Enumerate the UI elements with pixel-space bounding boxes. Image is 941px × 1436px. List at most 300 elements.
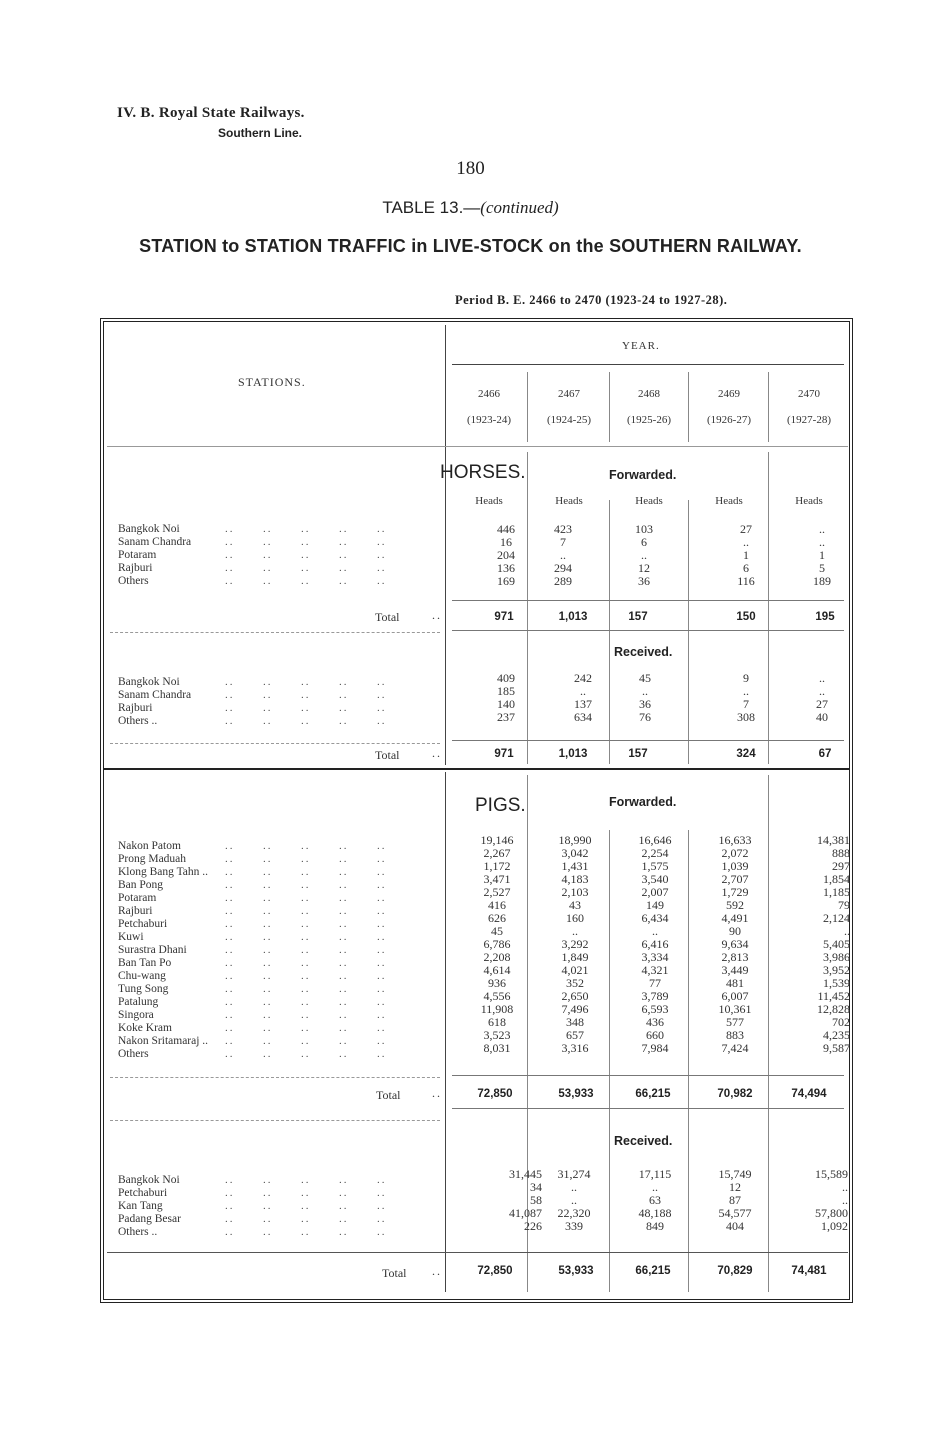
table-cell: 1,849 <box>561 950 589 964</box>
leader-dot-row: .. .. .. .. .. <box>225 892 387 904</box>
total-value: 67 <box>818 748 832 760</box>
station-name: Koke Kram <box>118 1022 172 1034</box>
table-cell: 3,952 <box>823 963 850 977</box>
table-cell: 79 <box>838 898 850 912</box>
total-value: 971 <box>494 748 514 760</box>
leader-dot-row: .. .. .. .. .. <box>225 931 387 943</box>
value-column <box>786 672 858 724</box>
total-value: 72,850 <box>477 1088 513 1100</box>
table-cell: 36 <box>639 697 651 711</box>
table-cell: 40 <box>816 710 828 724</box>
leader-dot-row: .. .. .. .. .. <box>225 1226 387 1238</box>
table-cell: .. <box>819 671 825 685</box>
station-name: Petchaburi <box>118 918 168 930</box>
table-cell: 5 <box>819 561 825 575</box>
leader-dot-row: .. .. .. .. .. <box>225 1213 387 1225</box>
station-name: Prong Maduah <box>118 853 187 865</box>
table-cell: 6 <box>743 561 749 575</box>
total-value: 150 <box>736 611 756 623</box>
table-cell: 48,188 <box>638 1206 672 1220</box>
table-cell: 19,146 <box>480 833 514 847</box>
table-cell: 3,986 <box>823 950 850 964</box>
table-cell: 4,235 <box>823 1028 850 1042</box>
table-cell: .. <box>571 1193 577 1207</box>
leader-dot-row: .. .. .. .. .. <box>225 970 387 982</box>
total-label: Total <box>376 1088 401 1102</box>
station-name: Kan Tang <box>118 1200 163 1212</box>
table-cell: 140 <box>497 697 515 711</box>
table-cell: 7,424 <box>721 1041 749 1055</box>
table-title: STATION to STATION TRAFFIC in LIVE-STOCK on the SOUTHERN RAILWAY. <box>139 236 802 256</box>
table-cell: 18,990 <box>558 833 592 847</box>
station-name: Rajburi <box>118 702 153 714</box>
leader-dot-row: .. .. .. .. .. <box>225 996 387 1008</box>
leader-dot-row: .. .. .. .. .. <box>225 689 387 701</box>
table-cell: 339 <box>565 1219 583 1233</box>
station-name: Surastra Dhani <box>118 944 187 956</box>
table-cell: 27 <box>740 522 752 536</box>
table-cell: 11,908 <box>480 1002 514 1016</box>
table-cell: 226 <box>524 1219 542 1233</box>
table-cell: 3,449 <box>721 963 749 977</box>
period-note: Period B. E. 2466 to 2470 (1923-24 to 1927-28). <box>455 293 728 307</box>
table-cell: .. <box>743 684 749 698</box>
table-cell: 2,267 <box>483 846 511 860</box>
table-cell: 888 <box>832 846 850 860</box>
leader-dot-row: .. .. .. .. .. <box>225 840 387 852</box>
table-cell: 14,381 <box>817 833 850 847</box>
heads-label: Heads <box>555 495 583 507</box>
table-cell: 3,042 <box>561 846 589 860</box>
table-cell: 1,539 <box>823 976 850 990</box>
year-label: 2467 <box>558 388 580 400</box>
table-cell: .. <box>652 924 658 938</box>
leader-dot-row: .. .. .. .. .. <box>225 944 387 956</box>
leader-dots <box>225 840 387 1061</box>
table-cell: 16 <box>500 535 512 549</box>
table-cell: 1,729 <box>721 885 749 899</box>
station-name: Nakon Patom <box>118 840 181 852</box>
leader-dot-row: .. .. .. .. .. <box>225 1200 387 1212</box>
leader-dot-row: .. .. .. .. .. <box>225 905 387 917</box>
leader-dot-row: .. .. .. .. .. <box>225 1035 387 1047</box>
table-cell: 352 <box>566 976 584 990</box>
total-value: 157 <box>628 611 648 623</box>
table-cell: 308 <box>737 710 755 724</box>
table-cell: 76 <box>639 710 651 724</box>
station-name: Others .. <box>118 1226 158 1238</box>
leader-dots <box>225 523 387 588</box>
table-cell: 15,749 <box>718 1167 752 1181</box>
total-value: 66,215 <box>635 1265 671 1277</box>
table-cell: 10,361 <box>718 1002 752 1016</box>
total-value: 157 <box>628 748 648 760</box>
table-cell: 4,556 <box>483 989 511 1003</box>
station-list <box>118 840 208 1061</box>
table-cell: 90 <box>729 924 741 938</box>
table-cell: 22,320 <box>557 1206 591 1220</box>
table-cell: 160 <box>566 911 584 925</box>
year-label: 2470 <box>798 388 820 400</box>
heads-label: Heads <box>475 495 503 507</box>
table-cell: .. <box>844 924 850 938</box>
table-cell: 3,316 <box>561 1041 589 1055</box>
station-name: Kuwi <box>118 931 144 943</box>
leader-dot-row: .. .. .. .. .. <box>225 1187 387 1199</box>
table-cell: 409 <box>497 671 515 685</box>
table-cell: 12,828 <box>817 1002 850 1016</box>
value-column <box>690 1168 780 1233</box>
table-cell: 423 <box>554 522 572 536</box>
table-cell: 7,496 <box>561 1002 589 1016</box>
station-list <box>118 1174 181 1239</box>
table-cell: 3,471 <box>483 872 511 886</box>
table-cell: 2,124 <box>823 911 850 925</box>
leader-dot-row: .. .. .. .. .. <box>225 549 387 561</box>
value-column <box>452 834 542 1055</box>
year-header: YEAR. <box>622 340 660 352</box>
station-name: Sanam Chandra <box>118 689 192 701</box>
table-cell: .. <box>572 924 578 938</box>
station-name: Bangkok Noi <box>118 676 180 688</box>
table-cell: 45 <box>491 924 503 938</box>
value-column <box>530 1168 618 1233</box>
leader-dot-row: .. .. .. .. .. <box>225 879 387 891</box>
leader-dot-row: .. .. .. .. .. <box>225 702 387 714</box>
table-cell: 849 <box>646 1219 664 1233</box>
leader-dot-row: .. .. .. .. .. <box>225 536 387 548</box>
table-cell: 936 <box>488 976 506 990</box>
table-cell: 1 <box>743 548 749 562</box>
heads-label: Heads <box>795 495 823 507</box>
table-cell: 2,208 <box>483 950 511 964</box>
total-value: 1,013 <box>558 611 588 623</box>
leader-dot-row: .. .. .. .. .. <box>225 853 387 865</box>
table-cell: 9,634 <box>721 937 749 951</box>
table-cell: 1,431 <box>561 859 589 873</box>
table-cell: 2,527 <box>483 885 511 899</box>
year-label: 2466 <box>478 388 500 400</box>
table-cell: 446 <box>497 522 515 536</box>
station-name: Padang Besar <box>118 1213 181 1225</box>
leader-dot-row: .. .. .. .. .. <box>225 575 387 587</box>
table-cell: 404 <box>726 1219 744 1233</box>
table-cell: .. <box>641 548 647 562</box>
table-cell: 34 <box>530 1180 542 1194</box>
table-cell: 634 <box>574 710 592 724</box>
station-name: Potaram <box>118 892 157 904</box>
table-cell: 4,183 <box>561 872 589 886</box>
station-list <box>118 676 191 728</box>
year-ce-label: (1923-24) <box>467 414 511 426</box>
total-value: 195 <box>815 611 835 623</box>
table-cell: 416 <box>488 898 506 912</box>
table-cell: 63 <box>649 1193 661 1207</box>
table-cell: 1,575 <box>641 859 669 873</box>
table-cell: 36 <box>638 574 650 588</box>
table-cell: 2,650 <box>561 989 589 1003</box>
leader-dot-row: .. .. .. .. .. <box>225 957 387 969</box>
table-cell: 481 <box>726 976 744 990</box>
total-value: 72,850 <box>477 1265 513 1277</box>
year-ce-label: (1927-28) <box>787 414 831 426</box>
table-cell: 17,115 <box>638 1167 672 1181</box>
leader-dots <box>225 676 387 728</box>
table-cell: 618 <box>488 1015 506 1029</box>
station-name: Rajburi <box>118 562 153 574</box>
year-ce-label: (1924-25) <box>547 414 591 426</box>
table-cell: 136 <box>497 561 515 575</box>
total-value: 66,215 <box>635 1088 671 1100</box>
table-cell: 169 <box>497 574 515 588</box>
table-cell: 2,254 <box>641 846 669 860</box>
value-column <box>690 834 780 1055</box>
station-name: Others <box>118 1048 149 1060</box>
table-cell: 7,984 <box>641 1041 669 1055</box>
year-ce-label: (1925-26) <box>627 414 671 426</box>
table-cell: 6 <box>641 535 647 549</box>
year-ce-label: (1926-27) <box>707 414 751 426</box>
table-cell: 11,452 <box>817 989 850 1003</box>
value-column <box>530 834 620 1055</box>
table-cell: 16,633 <box>718 833 752 847</box>
leader-dot-row: .. .. .. .. .. <box>225 562 387 574</box>
total-value: 53,933 <box>558 1088 594 1100</box>
table-cell: 4,021 <box>561 963 589 977</box>
leader-dot-row: .. .. .. .. .. <box>225 715 387 727</box>
header-rule <box>107 446 848 447</box>
table-cell: 4,491 <box>721 911 749 925</box>
total-value: 74,494 <box>791 1088 827 1100</box>
pigs-received-label: Received. <box>614 1134 673 1148</box>
table-cell: 43 <box>569 898 581 912</box>
pigs-title: PIGS. <box>475 795 526 816</box>
table-cell: 1,854 <box>823 872 850 886</box>
table-cell: 9 <box>743 671 749 685</box>
leader-dot-row: .. .. .. .. .. <box>225 1009 387 1021</box>
table-cell: 9,587 <box>823 1041 850 1055</box>
table-cell: 87 <box>729 1193 741 1207</box>
table-cell: 57,800 <box>815 1206 848 1220</box>
stations-header: STATIONS. <box>238 375 306 389</box>
value-column <box>770 1168 848 1233</box>
value-column <box>786 523 858 588</box>
horses-title: HORSES. <box>440 462 526 483</box>
value-column <box>770 834 850 1055</box>
table-cell: 242 <box>574 671 592 685</box>
table-cell: 54,577 <box>718 1206 752 1220</box>
table-cell: 185 <box>497 684 515 698</box>
station-name: Tung Song <box>118 983 169 995</box>
total-value: 74,481 <box>791 1265 827 1277</box>
table-cell: 58 <box>530 1193 542 1207</box>
table-cell: .. <box>819 684 825 698</box>
value-column <box>598 523 690 588</box>
table-cell: 204 <box>497 548 515 562</box>
station-name: Ban Tan Po <box>118 957 172 969</box>
station-name: Sanam Chandra <box>118 536 192 548</box>
total-value: 53,933 <box>558 1265 594 1277</box>
station-divider <box>445 772 446 1292</box>
value-column <box>610 1168 700 1233</box>
table-cell: 2,103 <box>561 885 589 899</box>
table-cell: 3,334 <box>641 950 669 964</box>
table-cell: 149 <box>646 898 664 912</box>
leader-dot-row: .. .. .. .. .. <box>225 918 387 930</box>
total-value: 70,982 <box>717 1088 753 1100</box>
table-cell: .. <box>842 1193 848 1207</box>
station-name: Rajburi <box>118 905 153 917</box>
table-cell: 6,434 <box>641 911 669 925</box>
station-name: Bangkok Noi <box>118 523 180 535</box>
table-cell: .. <box>842 1180 848 1194</box>
table-cell: 27 <box>816 697 828 711</box>
table-cell: 103 <box>635 522 653 536</box>
table-cell: 8,031 <box>483 1041 511 1055</box>
table-cell: 1,039 <box>721 859 749 873</box>
page-number: 180 <box>456 158 485 179</box>
table-cell: 6,007 <box>721 989 749 1003</box>
table-cell: 16,646 <box>638 833 672 847</box>
total-value: 324 <box>736 748 756 760</box>
leader-dot-row: .. .. .. .. .. <box>225 983 387 995</box>
line-heading: Southern Line. <box>218 126 302 140</box>
value-column <box>452 1168 542 1233</box>
table-cell: 41,087 <box>509 1206 542 1220</box>
table-cell: 577 <box>726 1015 744 1029</box>
table-cell: 1,172 <box>483 859 511 873</box>
leader-dot-row: .. .. .. .. .. <box>225 1022 387 1034</box>
total-label: Total <box>382 1266 407 1280</box>
table-cell: 702 <box>832 1015 850 1029</box>
station-name: Others <box>118 575 149 587</box>
value-column <box>610 834 700 1055</box>
table-cell: 2,813 <box>721 950 749 964</box>
leader-dot-row: .. .. .. .. .. <box>225 866 387 878</box>
leader-dot-row: .. .. .. .. .. <box>225 1048 387 1060</box>
table-cell: .. <box>819 535 825 549</box>
table-cell: 2,007 <box>641 885 669 899</box>
section-separator <box>103 768 850 770</box>
table-cell: 5,405 <box>823 937 850 951</box>
total-value: 70,829 <box>717 1265 753 1277</box>
pigs-forwarded-label: Forwarded. <box>609 795 677 809</box>
leader-dot-row: .. .. .. .. .. <box>225 676 387 688</box>
station-name: Bangkok Noi <box>118 1174 180 1186</box>
station-name: Patalung <box>118 996 159 1008</box>
station-name: Klong Bang Tahn .. <box>118 866 209 878</box>
table-cell: 7 <box>743 697 749 711</box>
table-cell: 348 <box>566 1015 584 1029</box>
table-cell: .. <box>580 684 586 698</box>
table-cell: .. <box>642 684 648 698</box>
table-cell: 2,072 <box>721 846 749 860</box>
table-cell: 626 <box>488 911 506 925</box>
station-list <box>118 523 191 588</box>
table-cell: 12 <box>729 1180 741 1194</box>
horses-forwarded-label: Forwarded. <box>609 468 677 482</box>
table-cell: 1 <box>819 548 825 562</box>
table-cell: 15,589 <box>815 1167 848 1181</box>
table-cell: 6,416 <box>641 937 669 951</box>
section-heading: IV. B. Royal State Railways. <box>117 105 305 121</box>
table-number <box>0 198 941 218</box>
table-cell: 436 <box>646 1015 664 1029</box>
table-cell: 137 <box>574 697 592 711</box>
table-cell: 2,707 <box>721 872 749 886</box>
leader-dots <box>225 1174 387 1239</box>
table-cell: 3,523 <box>483 1028 511 1042</box>
year-rule <box>452 364 844 365</box>
table-cell: 592 <box>726 898 744 912</box>
table-cell: 1,185 <box>823 885 850 899</box>
table-cell: 12 <box>638 561 650 575</box>
heads-label: Heads <box>635 495 663 507</box>
station-name: Singora <box>118 1009 154 1021</box>
table-cell: 1,092 <box>821 1219 848 1233</box>
table-cell: 45 <box>639 671 651 685</box>
value-column <box>706 672 786 724</box>
leader-dot-row: .. .. .. .. .. <box>225 523 387 535</box>
table-suffix: (continued) <box>480 198 559 217</box>
station-name: Ban Pong <box>118 879 164 891</box>
total-value: 1,013 <box>558 748 588 760</box>
table-cell: 289 <box>554 574 572 588</box>
station-name: Chu-wang <box>118 970 166 982</box>
table-cell: 3,292 <box>561 937 589 951</box>
table-cell: .. <box>743 535 749 549</box>
station-name: Petchaburi <box>118 1187 168 1199</box>
table-prefix: TABLE 13.— <box>382 198 481 217</box>
table-cell: .. <box>819 522 825 536</box>
year-label: 2468 <box>638 388 660 400</box>
station-name: Others .. <box>118 715 158 727</box>
total-label: Total <box>375 610 400 624</box>
table-cell: 3,540 <box>641 872 669 886</box>
table-cell: 189 <box>813 574 831 588</box>
table-cell: .. <box>571 1180 577 1194</box>
station-divider <box>445 325 446 765</box>
table-cell: .. <box>560 548 566 562</box>
horses-received-label: Received. <box>614 645 673 659</box>
station-name: Potaram <box>118 549 157 561</box>
table-cell: 6,593 <box>641 1002 669 1016</box>
table-cell: 7 <box>560 535 566 549</box>
year-label: 2469 <box>718 388 740 400</box>
table-cell: 660 <box>646 1028 664 1042</box>
table-cell: 294 <box>554 561 572 575</box>
station-name: Nakon Sritamaraj .. <box>118 1035 209 1047</box>
table-cell: 4,614 <box>483 963 511 977</box>
table-cell: 657 <box>566 1028 584 1042</box>
table-cell: 6,786 <box>483 937 511 951</box>
table-cell: 237 <box>497 710 515 724</box>
total-label: Total <box>375 748 400 762</box>
table-cell: 31,274 <box>557 1167 591 1181</box>
table-cell: .. <box>652 1180 658 1194</box>
value-column <box>706 523 786 588</box>
table-cell: 116 <box>737 574 755 588</box>
value-column <box>598 672 692 724</box>
table-cell: 77 <box>649 976 661 990</box>
leader-dot-row: .. .. .. .. .. <box>225 1174 387 1186</box>
total-value: 971 <box>494 611 514 623</box>
table-cell: 31,445 <box>509 1167 542 1181</box>
heads-label: Heads <box>715 495 743 507</box>
table-cell: 3,789 <box>641 989 669 1003</box>
table-cell: 297 <box>832 859 850 873</box>
table-cell: 4,321 <box>641 963 669 977</box>
